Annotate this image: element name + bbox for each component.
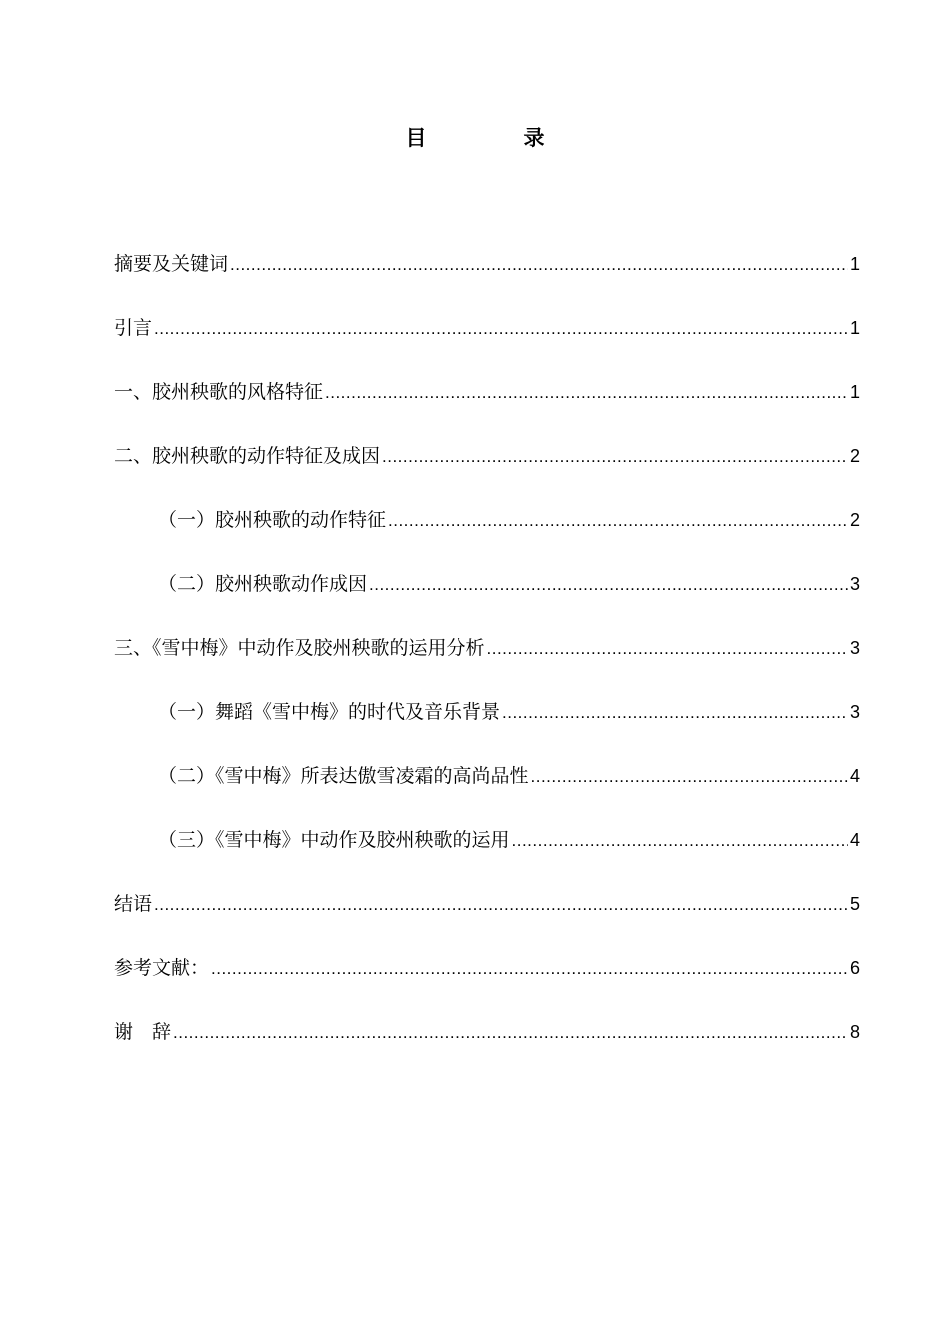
toc-entry[interactable]	[114, 248, 860, 312]
toc-entry-label: （一）胶州秧歌的动作特征	[158, 509, 387, 531]
toc-entry-label: 参考文献：	[114, 957, 210, 979]
toc-page-number: 1	[849, 318, 860, 338]
toc-page-number: 1	[849, 382, 860, 402]
toc-entry[interactable]	[114, 312, 860, 376]
toc-page-number: 8	[849, 1022, 860, 1042]
toc-page-number: 1	[849, 254, 860, 274]
toc-entry-label: （二）《雪中梅》所表达傲雪凌霜的高尚品性	[158, 765, 529, 787]
toc-dot-leader	[369, 569, 848, 601]
toc-dot-leader	[173, 1017, 848, 1049]
toc-entry-label: 三、《雪中梅》中动作及胶州秧歌的运用分析	[114, 637, 485, 659]
toc-dot-leader	[487, 633, 848, 665]
toc-entry-label: 谢 辞	[114, 1021, 172, 1043]
toc-page-number: 6	[849, 958, 860, 978]
toc-entry[interactable]	[114, 376, 860, 440]
toc-dot-leader	[502, 697, 848, 729]
toc-dot-leader	[512, 825, 848, 857]
toc-entry[interactable]	[114, 952, 860, 1016]
table-of-contents	[114, 248, 860, 1080]
toc-subentry[interactable]	[114, 504, 860, 568]
toc-entry-label: 二、胶州秧歌的动作特征及成因	[114, 445, 381, 467]
toc-entry-label: （二）胶州秧歌动作成因	[158, 573, 368, 595]
toc-entry-label: （一）舞蹈《雪中梅》的时代及音乐背景	[158, 701, 501, 723]
toc-page-number: 3	[849, 702, 860, 722]
toc-dot-leader	[382, 441, 848, 473]
toc-title: 目 录	[405, 126, 583, 150]
toc-entry-label: 摘要及关键词	[114, 253, 229, 275]
toc-dot-leader	[211, 953, 848, 985]
toc-page-number: 4	[849, 766, 860, 786]
toc-subentry[interactable]	[114, 760, 860, 824]
toc-page-number: 3	[849, 638, 860, 658]
toc-subentry[interactable]	[114, 568, 860, 632]
toc-entry-label: 一、胶州秧歌的风格特征	[114, 381, 324, 403]
toc-page-number: 2	[849, 446, 860, 466]
toc-page-number: 3	[849, 574, 860, 594]
toc-page-number: 2	[849, 510, 860, 530]
toc-dot-leader	[154, 889, 848, 921]
toc-subentry[interactable]	[114, 696, 860, 760]
toc-entry[interactable]	[114, 440, 860, 504]
toc-entry-label: 引言	[114, 317, 153, 339]
toc-dot-leader	[531, 761, 848, 793]
toc-dot-leader	[388, 505, 848, 537]
toc-page-number: 4	[849, 830, 860, 850]
toc-entry-label: 结语	[114, 893, 153, 915]
toc-entry[interactable]	[114, 888, 860, 952]
toc-dot-leader	[154, 313, 848, 345]
toc-page-number: 5	[849, 894, 860, 914]
toc-dot-leader	[230, 249, 848, 281]
toc-subentry[interactable]	[114, 824, 860, 888]
toc-entry[interactable]	[114, 1016, 860, 1080]
toc-entry[interactable]	[114, 632, 860, 696]
toc-entry-label: （三）《雪中梅》中动作及胶州秧歌的运用	[158, 829, 510, 851]
toc-dot-leader	[325, 377, 848, 409]
